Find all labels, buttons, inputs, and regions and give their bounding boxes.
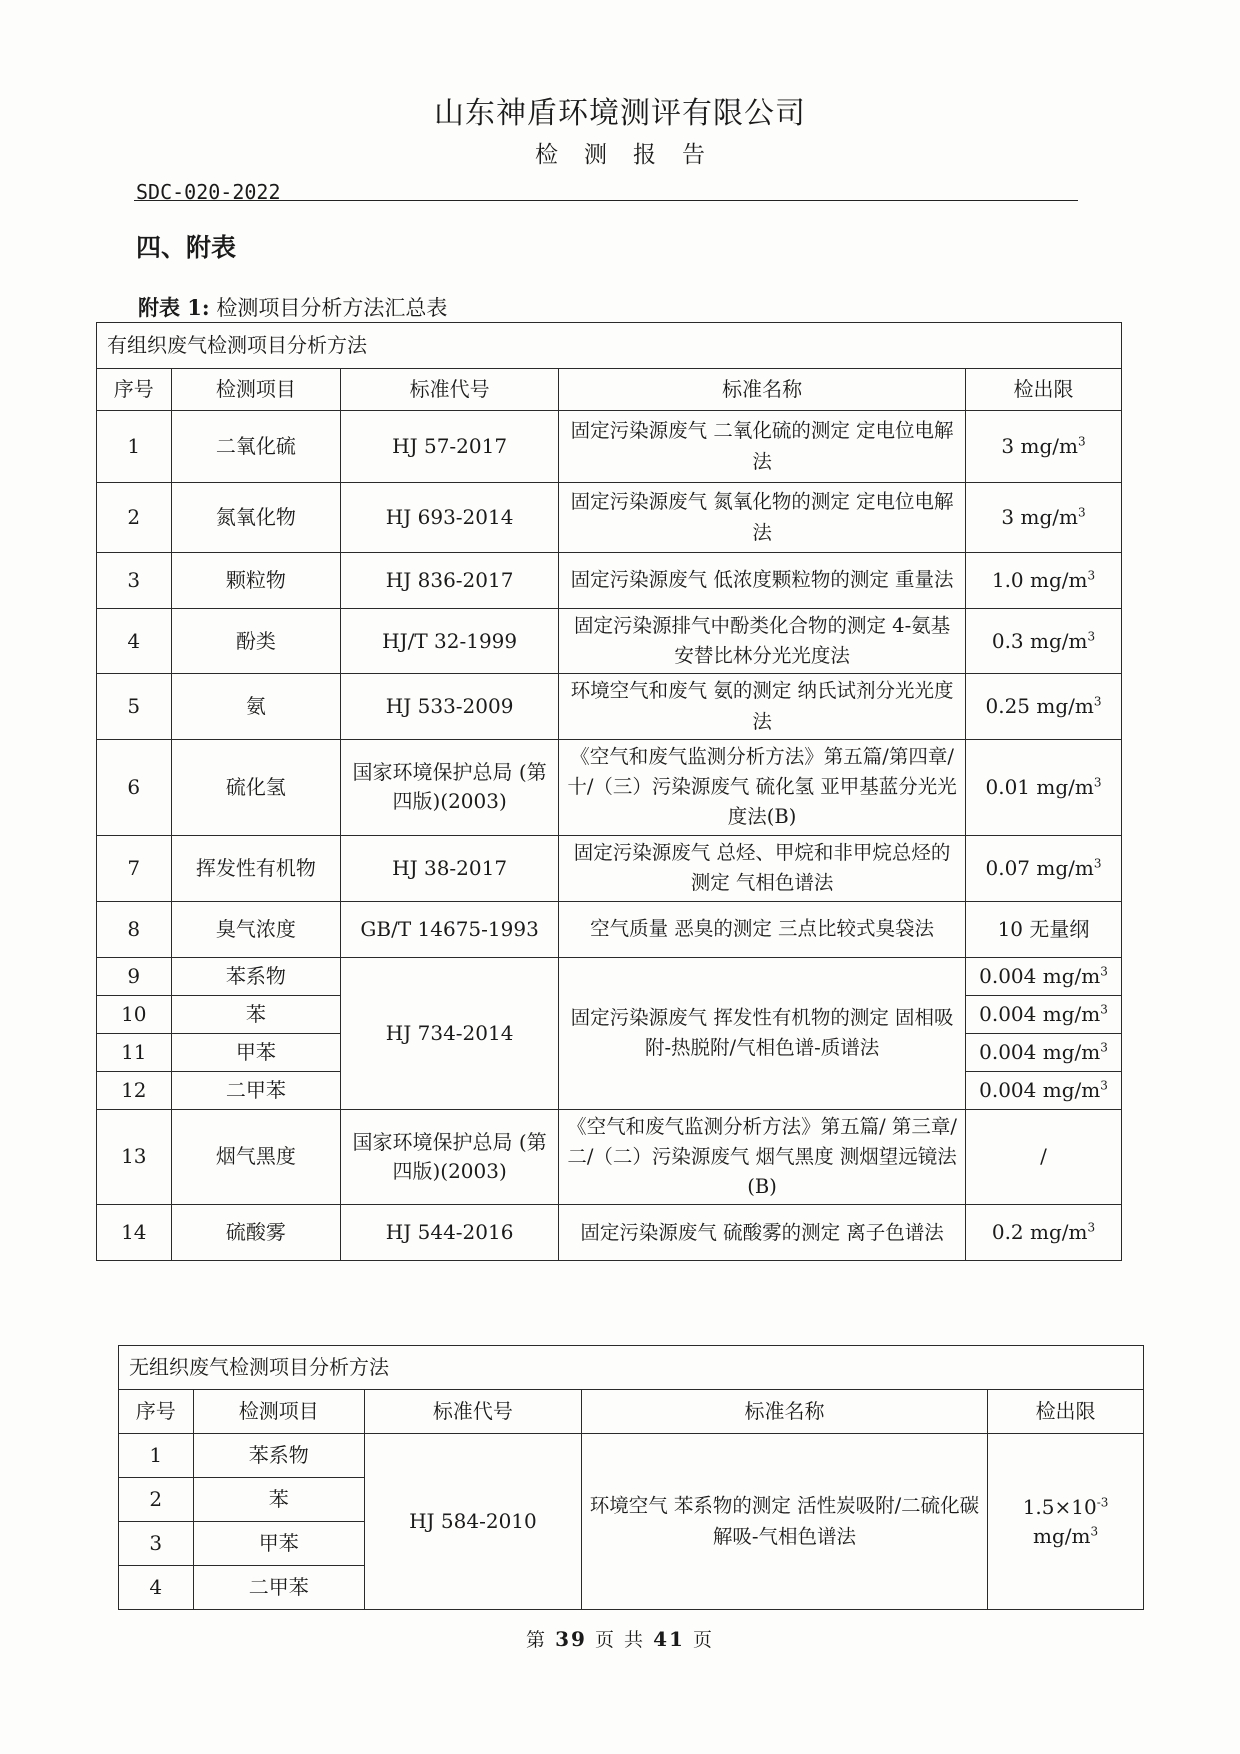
standard-name: 固定污染源废气 挥发性有机物的测定 固相吸附-热脱附/气相色谱-质谱法 [559,957,966,1109]
standard-code: HJ 734-2014 [341,957,559,1109]
standard-name: 固定污染源废气 总烃、甲烷和非甲烷总烃的测定 气相色谱法 [559,835,966,901]
table-row [97,835,1122,901]
test-item: 甲苯 [171,1033,341,1071]
standard-code: HJ 544-2016 [341,1205,559,1261]
standard-name: 固定污染源废气 二氧化硫的测定 定电位电解法 [559,411,966,483]
column-header: 检出限 [965,369,1121,411]
standard-code: 国家环境保护总局 (第四版)(2003) [341,1109,559,1205]
standard-name: 固定污染源废气 氮氧化物的测定 定电位电解法 [559,483,966,553]
limit-exponent: -3 [1096,1494,1109,1509]
test-item: 苯系物 [171,957,341,995]
limit-value: 0.004 mg/m [979,963,1101,988]
row-number: 14 [97,1205,172,1261]
standard-code: HJ 584-2010 [365,1434,582,1610]
row-number: 2 [119,1478,194,1522]
table-row [97,957,1122,995]
footer-page: 39 [555,1627,587,1651]
test-item: 颗粒物 [171,553,341,609]
limit-value: 10 无量纲 [997,916,1090,941]
standard-name: 固定污染源废气 低浓度颗粒物的测定 重量法 [559,553,966,609]
column-header: 标准名称 [559,369,966,411]
detection-limit [965,411,1121,483]
footer-suffix: 页 [692,1629,714,1651]
standard-code: HJ 836-2017 [341,553,559,609]
standard-name: 固定污染源排气中酚类化合物的测定 4-氨基安替比林分光光度法 [559,609,966,674]
limit-exponent: 3 [1077,505,1086,520]
row-number: 5 [97,674,172,739]
standard-name: 环境空气 苯系物的测定 活性炭吸附/二硫化碳解吸-气相色谱法 [581,1434,987,1610]
limit-exponent: 3 [1100,1077,1108,1092]
limit-exponent: 3 [1093,694,1102,709]
test-item: 二甲苯 [193,1566,365,1610]
row-number: 11 [97,1033,172,1071]
limit-value: 0.3 mg/m [991,628,1088,653]
limit-value: 3 mg/m [1001,434,1078,458]
row-number: 4 [119,1566,194,1610]
table-row [97,609,1122,674]
test-item: 甲苯 [193,1522,365,1566]
header-rule [134,200,1078,201]
table-row [97,553,1122,609]
test-item: 臭气浓度 [171,901,341,957]
test-item: 硫酸雾 [171,1205,341,1261]
column-header: 检出限 [988,1390,1144,1434]
limit-value: 0.004 mg/m [979,1001,1101,1026]
organized-header-row [97,369,1122,411]
limit-value: / [1040,1144,1047,1169]
detection-limit [965,1205,1121,1261]
row-number: 6 [97,739,172,835]
row-number: 9 [97,957,172,995]
standard-name: 固定污染源废气 硫酸雾的测定 离子色谱法 [559,1205,966,1261]
standard-code: HJ 693-2014 [341,483,559,553]
table-row [97,1205,1122,1261]
limit-value: 0.07 mg/m [985,855,1094,880]
limit-value: 1.5×10 [1022,1494,1097,1519]
detection-limit [965,674,1121,739]
limit-exponent: 3 [1093,855,1102,870]
row-number: 10 [97,995,172,1033]
row-number: 8 [97,901,172,957]
table-caption-label: 附表 1: [138,295,210,320]
standard-name: 环境空气和废气 氨的测定 纳氏试剂分光光度法 [559,674,966,739]
unorganized-methods-table [118,1345,1144,1610]
table-row [97,674,1122,739]
row-number: 3 [119,1522,194,1566]
footer-prefix: 第 [526,1629,548,1651]
detection-limit [965,835,1121,901]
standard-code: GB/T 14675-1993 [341,901,559,957]
limit-exponent: 3 [1087,568,1096,583]
table-row [119,1434,1144,1478]
test-item: 烟气黑度 [171,1109,341,1205]
test-item: 二甲苯 [171,1071,341,1109]
test-item: 氮氧化物 [171,483,341,553]
table-row [97,411,1122,483]
standard-code: HJ/T 32-1999 [341,609,559,674]
standard-code: HJ 533-2009 [341,674,559,739]
footer-total: 41 [653,1627,685,1651]
table-row [97,1109,1122,1205]
detection-limit [965,1071,1121,1109]
organized-methods-table [96,322,1122,1261]
unorganized-header-row [119,1390,1144,1434]
row-number: 1 [97,411,172,483]
test-item: 硫化氢 [171,739,341,835]
footer-mid: 页 共 [594,1629,646,1651]
detection-limit [965,901,1121,957]
row-number: 12 [97,1071,172,1109]
limit-value: 0.2 mg/m [991,1220,1088,1245]
test-item: 酚类 [171,609,341,674]
document-number: SDC-020-2022 [136,180,281,204]
table-row [97,483,1122,553]
limit-exponent: 3 [1077,434,1086,449]
limit-unit: mg/m [1033,1523,1091,1548]
test-item: 苯 [193,1478,365,1522]
page-footer [0,1625,1240,1652]
row-number: 3 [97,553,172,609]
limit-value: 0.25 mg/m [985,694,1094,719]
test-item: 氨 [171,674,341,739]
limit-exponent: 3 [1087,1220,1096,1235]
detection-limit [965,995,1121,1033]
test-item: 二氧化硫 [171,411,341,483]
standard-name: 空气质量 恶臭的测定 三点比较式臭袋法 [559,901,966,957]
column-header: 检测项目 [193,1390,365,1434]
row-number: 7 [97,835,172,901]
limit-value: 1.0 mg/m [991,568,1088,592]
limit-value: 0.004 mg/m [979,1039,1101,1064]
detection-limit [965,483,1121,553]
limit-exponent: 3 [1100,1001,1108,1016]
table-caption [138,292,447,322]
company-name: 山东神盾环境测评有限公司 [434,96,806,131]
limit-value: 0.004 mg/m [979,1077,1101,1102]
row-number: 1 [119,1434,194,1478]
detection-limit [965,609,1121,674]
limit-value: 0.01 mg/m [985,774,1094,799]
column-header: 标准名称 [581,1390,987,1434]
detection-limit [965,1109,1121,1205]
test-item: 苯 [171,995,341,1033]
column-header: 序号 [97,369,172,411]
table-row [97,901,1122,957]
column-header: 序号 [119,1390,194,1434]
table-row [97,739,1122,835]
detection-limit [965,739,1121,835]
standard-code: 国家环境保护总局 (第四版)(2003) [341,739,559,835]
test-item: 苯系物 [193,1434,365,1478]
standard-code: HJ 38-2017 [341,835,559,901]
standard-code: HJ 57-2017 [341,411,559,483]
limit-unit-exponent: 3 [1090,1523,1099,1538]
row-number: 13 [97,1109,172,1205]
row-number: 2 [97,483,172,553]
unorganized-table-title: 无组织废气检测项目分析方法 [119,1346,1144,1390]
column-header: 标准代号 [341,369,559,411]
limit-exponent: 3 [1100,1039,1108,1054]
section-title: 四、附表 [136,233,237,262]
standard-name: 《空气和废气监测分析方法》第五篇/第四章/十/（三）污染源废气 硫化氢 亚甲基蓝分光光度法(B) [559,739,966,835]
detection-limit [965,1033,1121,1071]
limit-exponent: 3 [1100,963,1108,978]
detection-limit [988,1434,1144,1610]
report-subtitle: 检测报告 [535,142,731,168]
detection-limit [965,553,1121,609]
table-caption-text: 检测项目分析方法汇总表 [216,296,448,320]
limit-exponent: 3 [1087,629,1096,644]
test-item: 挥发性有机物 [171,835,341,901]
column-header: 标准代号 [365,1390,582,1434]
column-header: 检测项目 [171,369,341,411]
standard-name: 《空气和废气监测分析方法》第五篇/ 第三章/二/（二）污染源废气 烟气黑度 测烟望远镜法(B) [559,1109,966,1205]
detection-limit [965,957,1121,995]
limit-exponent: 3 [1093,775,1102,790]
row-number: 4 [97,609,172,674]
organized-table-title: 有组织废气检测项目分析方法 [97,323,1122,369]
limit-value: 3 mg/m [1001,505,1078,529]
